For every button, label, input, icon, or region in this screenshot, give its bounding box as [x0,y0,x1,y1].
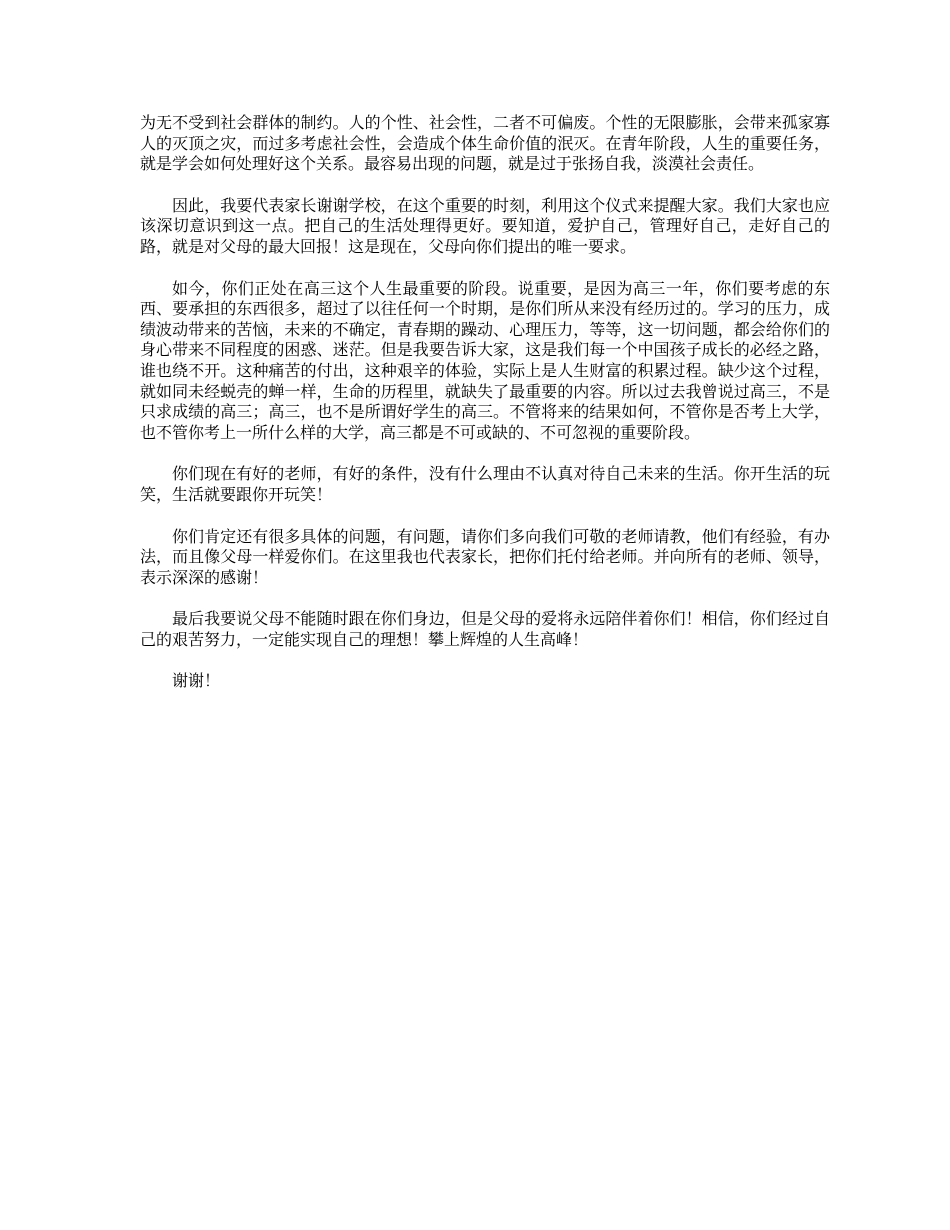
paragraph-1: 为无不受到社会群体的制约。人的个性、社会性，二者不可偏废。个性的无限膨胀，会带来孤家寡人的灭顶之灾，而过多考虑社会性，会造成个体生命价值的泯灭。在青年阶段，人生的重要任务，就是学会如何处理好这个关系。最容易出现的问题，就是过于张扬自我，淡漠社会责任。 [140,113,830,174]
paragraph-3: 如今，你们正处在高三这个人生最重要的阶段。说重要，是因为高三一年，你们要考虑的东西、要承担的东西很多，超过了以往任何一个时期，是你们所从来没有经历过的。学习的压力，成绩波动带来的苦恼，未来的不确定，青春期的躁动、心理压力，等等，这一切问题，都会给你们的身心带来不同程度的困惑、迷茫。但是我要告诉大家，这是我们每一个中国孩子成长的必经之路，谁也绕不开。这种痛苦的付出，这种艰辛的体验，实际上是人生财富的积累过程。缺少这个过程，就如同未经蜕壳的蝉一样，生命的历程里，就缺失了最重要的内容。所以过去我曾说过高三，不是只求成绩的高三；高三，也不是所谓好学生的高三。不管将来的结果如何，不管你是否考上大学，也不管你考上一所什么样的大学，高三都是不可或缺的、不可忽视的重要阶段。 [140,278,830,442]
paragraph-closing: 谢谢！ [172,671,221,691]
paragraph-5: 你们肯定还有很多具体的问题，有问题，请你们多向我们可敬的老师请教，他们有经验，有办法，而且像父母一样爱你们。在这里我也代表家长，把你们托付给老师。并向所有的老师、领导，表示深深的感谢！ [140,526,830,587]
document-body [140,113,830,713]
paragraph-6: 最后我要说父母不能随时跟在你们身边，但是父母的爱将永远陪伴着你们！相信，你们经过自己的艰苦努力，一定能实现自己的理想！攀上辉煌的人生高峰！ [140,609,830,649]
paragraph-2: 因此，我要代表家长谢谢学校，在这个重要的时刻，利用这个仪式来提醒大家。我们大家也应该深切意识到这一点。把自己的生活处理得更好。要知道，爱护自己，管理好自己，走好自己的路，就是对父母的最大回报！这是现在，父母向你们提出的唯一要求。 [140,195,830,256]
paragraph-4: 你们现在有好的老师，有好的条件，没有什么理由不认真对待自己未来的生活。你开生活的玩笑，生活就要跟你开玩笑！ [140,464,830,504]
